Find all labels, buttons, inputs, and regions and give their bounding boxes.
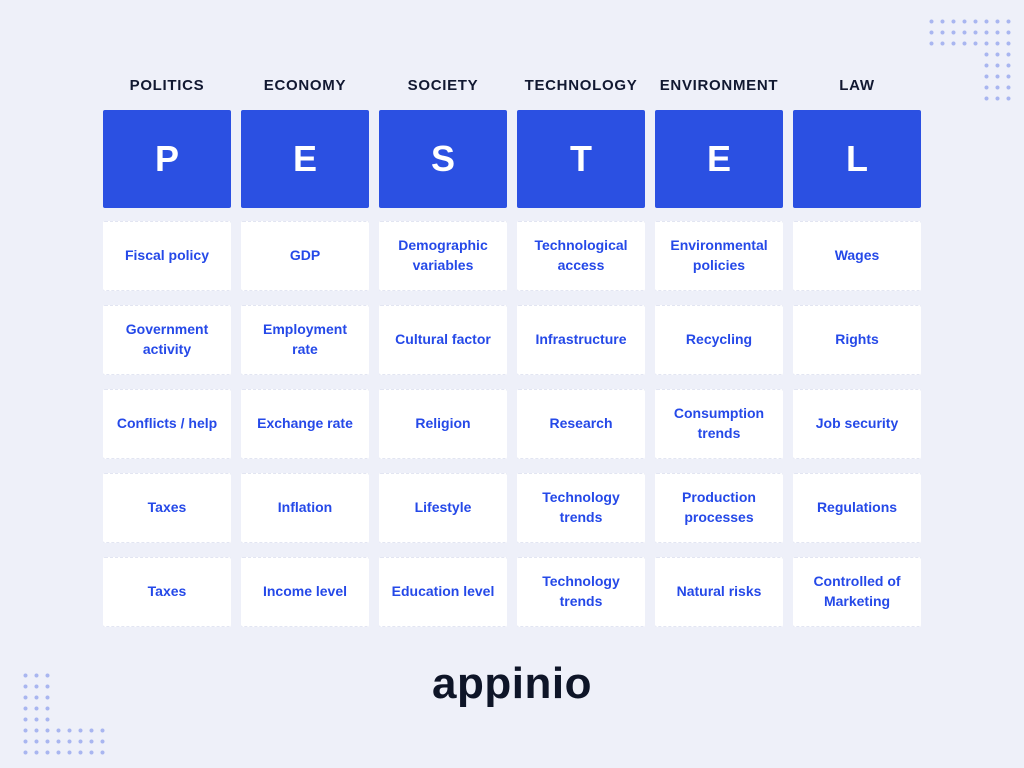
letter-tile-text: E bbox=[292, 138, 317, 179]
factor-cell: Consumption trends bbox=[655, 389, 783, 459]
factor-cell: Environmental policies bbox=[655, 221, 783, 291]
factor-cell: Cultural factor bbox=[379, 305, 507, 375]
factor-cell: Recycling bbox=[655, 305, 783, 375]
pestel-column bbox=[793, 60, 921, 641]
factor-cell: Government activity bbox=[103, 305, 231, 375]
factor-cell: Technology trends bbox=[517, 557, 645, 627]
factor-cell: Exchange rate bbox=[241, 389, 369, 459]
pestel-grid bbox=[103, 60, 921, 641]
column-header-label: ECONOMY bbox=[263, 76, 347, 94]
letter-tile-text: S bbox=[430, 138, 455, 179]
factor-cell: Natural risks bbox=[655, 557, 783, 627]
factor-cell: Religion bbox=[379, 389, 507, 459]
appinio-logo: appinio bbox=[432, 659, 592, 708]
letter-tile bbox=[379, 110, 507, 208]
factor-cell: Conflicts / help bbox=[103, 389, 231, 459]
column-header-label: ENVIRONMENT bbox=[659, 76, 779, 94]
factor-cell: Regulations bbox=[793, 473, 921, 543]
factor-cell: Job security bbox=[793, 389, 921, 459]
pestel-column bbox=[655, 60, 783, 641]
letter-tile bbox=[103, 110, 231, 208]
letter-tile bbox=[241, 110, 369, 208]
factor-cell: GDP bbox=[241, 221, 369, 291]
factor-cell: Income level bbox=[241, 557, 369, 627]
letter-tile-text: E bbox=[706, 138, 731, 179]
factor-cell: Education level bbox=[379, 557, 507, 627]
column-header-label: POLITICS bbox=[129, 76, 205, 94]
factor-cell: Inflation bbox=[241, 473, 369, 543]
column-header-label: TECHNOLOGY bbox=[524, 76, 638, 94]
letter-tile bbox=[517, 110, 645, 208]
dot-pattern-top-right-tail bbox=[981, 49, 1014, 104]
factor-cell: Taxes bbox=[103, 473, 231, 543]
factor-cell: Taxes bbox=[103, 557, 231, 627]
factor-cell: Infrastructure bbox=[517, 305, 645, 375]
pestel-column bbox=[517, 60, 645, 641]
factor-cell: Employment rate bbox=[241, 305, 369, 375]
letter-tile bbox=[793, 110, 921, 208]
factor-cell: Rights bbox=[793, 305, 921, 375]
pestel-column bbox=[241, 60, 369, 641]
factor-cell: Fiscal policy bbox=[103, 221, 231, 291]
factor-cell: Technological access bbox=[517, 221, 645, 291]
dot-pattern-top-right bbox=[926, 16, 1014, 49]
factor-cell: Research bbox=[517, 389, 645, 459]
factor-cell: Wages bbox=[793, 221, 921, 291]
factor-cell: Lifestyle bbox=[379, 473, 507, 543]
factor-cell: Controlled of Marketing bbox=[793, 557, 921, 627]
factor-cell: Technology trends bbox=[517, 473, 645, 543]
pestel-column bbox=[379, 60, 507, 641]
dot-pattern-bottom-left bbox=[20, 725, 108, 758]
letter-tile bbox=[655, 110, 783, 208]
column-header-label: LAW bbox=[839, 76, 875, 94]
letter-tile-text: L bbox=[846, 138, 868, 179]
factor-cell: Production processes bbox=[655, 473, 783, 543]
pestel-column bbox=[103, 60, 231, 641]
column-header-label: SOCIETY bbox=[407, 76, 479, 94]
letter-tile-text: P bbox=[154, 138, 179, 179]
factor-cell: Demographic variables bbox=[379, 221, 507, 291]
letter-tile-text: T bbox=[570, 138, 592, 179]
